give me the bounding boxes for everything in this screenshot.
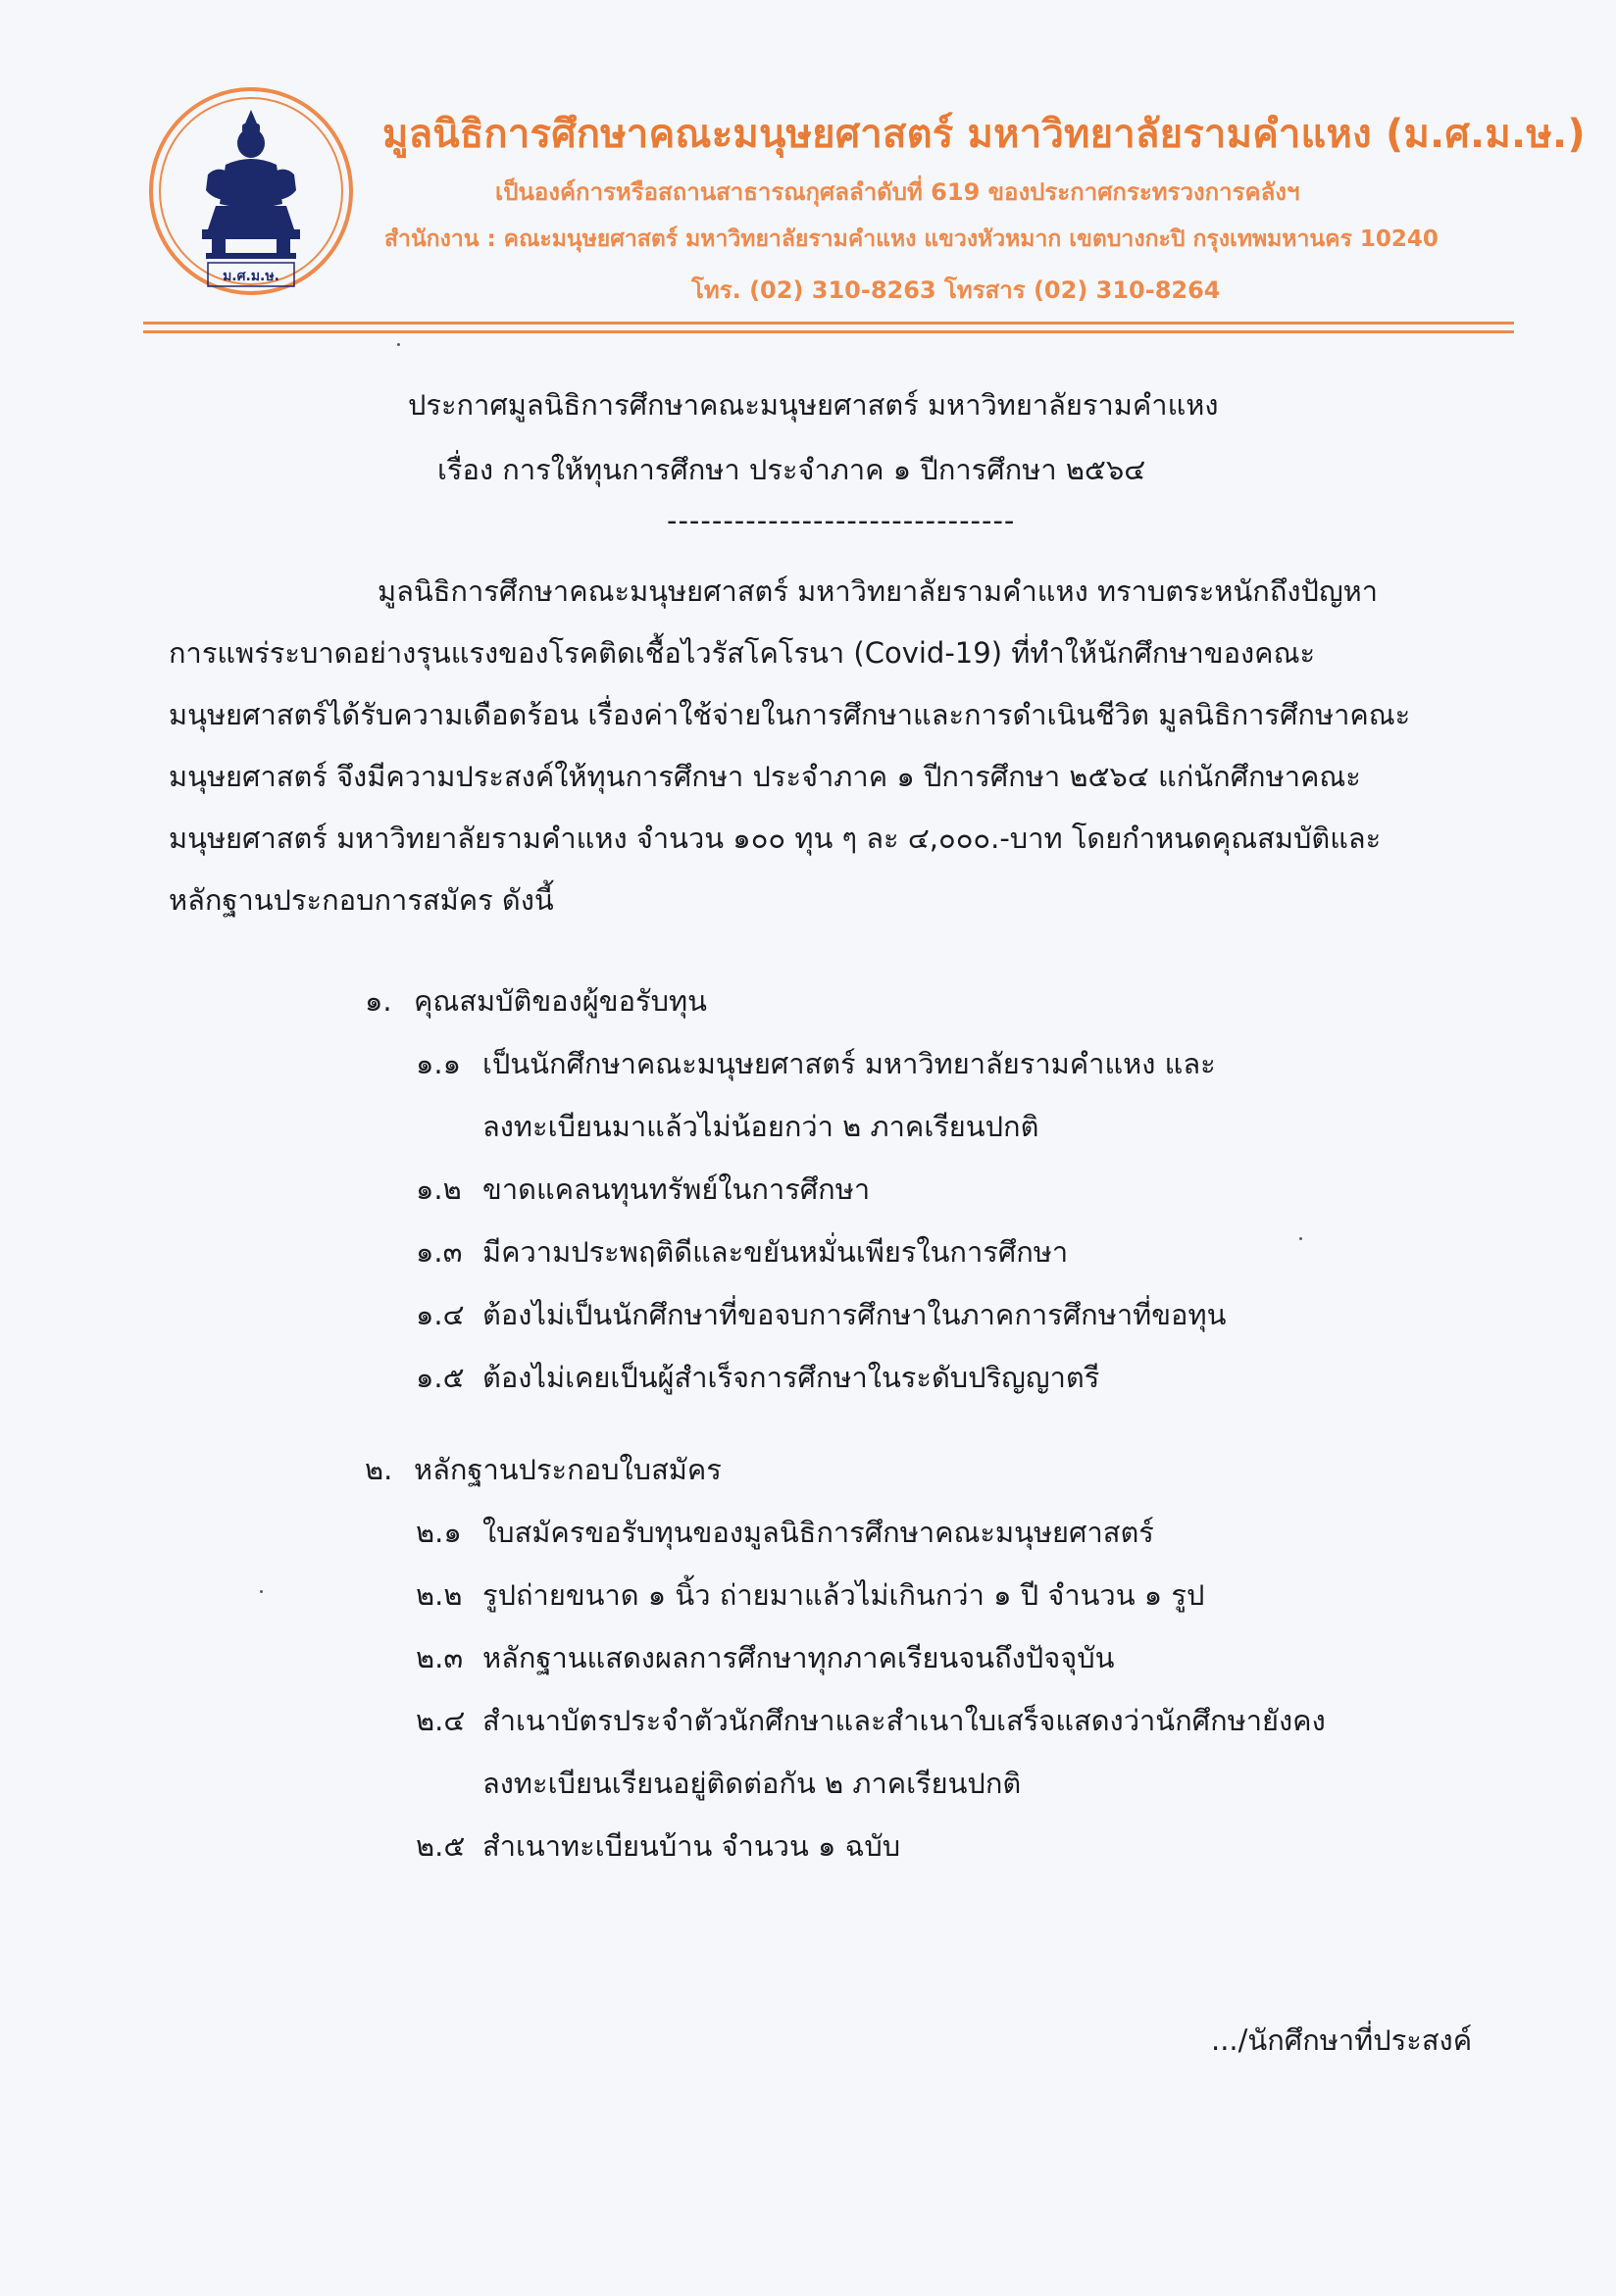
body-line: การแพร่ระบาดอย่างรุนแรงของโรคติดเชื้อไวรัสโคโรนา (Covid-19) ที่ทำให้นักศึกษาของคณะ (169, 636, 1316, 670)
item-number: ๑.๑ (416, 1047, 462, 1080)
list-item (416, 1229, 1068, 1274)
section-qualifications (365, 978, 707, 1023)
seal-icon (147, 84, 355, 298)
body-line: มูลนิธิการศึกษาคณะมนุษยศาสตร์ มหาวิทยาลัยรามคำแหง ทราบตระหนักถึงปัญหา (378, 574, 1379, 608)
organization-phone: โทร. (02) 310-8263 โทรสาร (02) 310-8264 (691, 276, 1221, 304)
foundation-logo (147, 84, 355, 298)
section-title: หลักฐานประกอบใบสมัคร (414, 1453, 722, 1486)
item-number: ๒.๑ (416, 1516, 462, 1549)
item-text: เป็นนักศึกษาคณะมนุษยศาสตร์ มหาวิทยาลัยรามคำแหง และ (482, 1047, 1216, 1080)
body-line: มนุษยศาสตร์ได้รับความเดือดร้อน เรื่องค่าใช้จ่ายในการศึกษาและการดำเนินชีวิต มูลนิธิการศึกษาคณะ (169, 698, 1411, 731)
letterhead-rule-top (143, 322, 1514, 324)
logo-text: ม.ศ.ม.ษ. (223, 269, 279, 284)
list-item (416, 1635, 1114, 1680)
organization-office-address: สำนักงาน : คณะมนุษยศาสตร์ มหาวิทยาลัยรามคำแหง แขวงหัวหมาก เขตบางกะปิ กรุงเทพมหานคร 10240 (384, 226, 1439, 252)
section-number: ๒. (365, 1453, 393, 1486)
item-text: ใบสมัครขอรับทุนของมูลนิธิการศึกษาคณะมนุษยศาสตร์ (482, 1516, 1154, 1549)
item-number: ๑.๒ (416, 1173, 462, 1206)
scan-speck (1299, 1237, 1302, 1240)
letterhead-rule-bottom (143, 330, 1514, 333)
item-text: มีความประพฤติดีและขยันหมั่นเพียรในการศึกษา (482, 1235, 1069, 1269)
body-line: มนุษยศาสตร์ จึงมีความประสงค์ให้ทุนการศึกษา ประจำภาค ๑ ปีการศึกษา ๒๕๖๔ แก่นักศึกษาคณะ (169, 760, 1361, 793)
heading-divider: ------------------------------- (667, 504, 1016, 537)
section-title: คุณสมบัติของผู้ขอรับทุน (414, 984, 707, 1018)
organization-status: เป็นองค์การหรือสถานสาธารณกุศลลำดับที่ 619 ของประกาศกระทรวงการคลังฯ (495, 178, 1300, 206)
section-number: ๑. (365, 984, 392, 1018)
list-item (416, 1041, 1216, 1086)
list-item (416, 1292, 1226, 1337)
item-number: ๒.๒ (416, 1578, 463, 1612)
item-number: ๒.๔ (416, 1704, 466, 1737)
item-number: ๒.๕ (416, 1829, 466, 1863)
list-item (416, 1355, 1099, 1400)
body-line: หลักฐานประกอบการสมัคร ดังนี้ (169, 883, 554, 917)
next-page-continuation: .../นักศึกษาที่ประสงค์ (1211, 2023, 1473, 2057)
item-number: ๒.๓ (416, 1641, 464, 1674)
item-continuation: ลงทะเบียนมาแล้วไม่น้อยกว่า ๒ ภาคเรียนปกติ (482, 1110, 1039, 1143)
list-item (416, 1698, 1326, 1743)
organization-name: มูลนิธิการศึกษาคณะมนุษยศาสตร์ มหาวิทยาลัยรามคำแหง (ม.ศ.ม.ษ.) (382, 112, 1586, 157)
item-number: ๑.๔ (416, 1298, 465, 1331)
scan-speck (397, 343, 400, 346)
body-line: มนุษยศาสตร์ มหาวิทยาลัยรามคำแหง จำนวน ๑๐๐ ทุน ๆ ละ ๔,๐๐๐.-บาท โดยกำหนดคุณสมบัติและ (169, 822, 1382, 855)
item-number: ๑.๕ (416, 1361, 465, 1394)
list-item (416, 1167, 870, 1212)
announcement-subject: เรื่อง การให้ทุนการศึกษา ประจำภาค ๑ ปีการศึกษา ๒๕๖๔ (437, 453, 1146, 486)
list-item (416, 1823, 900, 1869)
item-number: ๑.๓ (416, 1235, 463, 1269)
scan-speck (260, 1590, 263, 1593)
section-documents (365, 1447, 722, 1492)
item-text: หลักฐานแสดงผลการศึกษาทุกภาคเรียนจนถึงปัจจุบัน (482, 1641, 1115, 1674)
item-text: ต้องไม่เป็นนักศึกษาที่ขอจบการศึกษาในภาคการศึกษาที่ขอทุน (482, 1298, 1227, 1331)
announcement-title: ประกาศมูลนิธิการศึกษาคณะมนุษยศาสตร์ มหาวิทยาลัยรามคำแหง (408, 388, 1219, 422)
item-text: สำเนาบัตรประจำตัวนักศึกษาและสำเนาใบเสร็จแสดงว่านักศึกษายังคง (482, 1704, 1326, 1737)
list-item (416, 1510, 1154, 1555)
item-text: สำเนาทะเบียนบ้าน จำนวน ๑ ฉบับ (482, 1829, 901, 1863)
list-item (416, 1572, 1204, 1618)
item-text: ขาดแคลนทุนทรัพย์ในการศึกษา (482, 1173, 871, 1206)
item-text: ต้องไม่เคยเป็นผู้สำเร็จการศึกษาในระดับปริญญาตรี (482, 1361, 1100, 1394)
item-continuation: ลงทะเบียนเรียนอยู่ติดต่อกัน ๒ ภาคเรียนปกติ (482, 1767, 1022, 1800)
item-text: รูปถ่ายขนาด ๑ นิ้ว ถ่ายมาแล้วไม่เกินกว่า ๑ ปี จำนวน ๑ รูป (482, 1578, 1205, 1612)
